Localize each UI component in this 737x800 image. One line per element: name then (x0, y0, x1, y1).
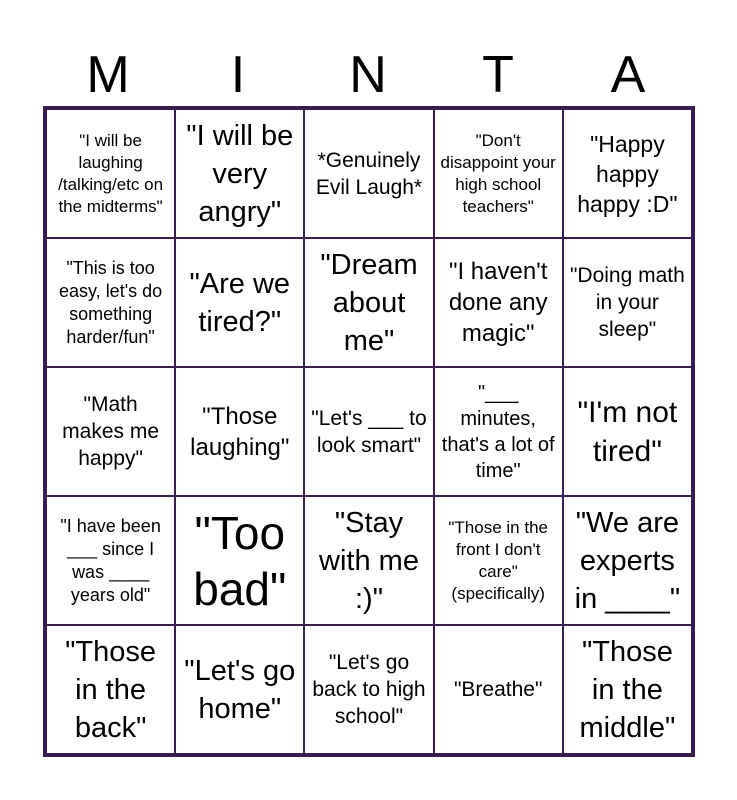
cell-text: "Those in the middle" (579, 635, 676, 744)
cell-text: "I'm not tired" (577, 395, 678, 468)
cell-text: "Happy happy happy :D" (577, 130, 678, 217)
cell-text: "Stay with me :)" (319, 506, 419, 615)
cell-text: "Let's ___ to look smart" (311, 406, 427, 457)
header-letter-n: N (349, 46, 387, 104)
cell-text: "Don't disappoint your high school teachers" (440, 130, 556, 216)
bingo-cell-r2-c5[interactable] (563, 238, 692, 367)
bingo-cell-r1-c4[interactable] (434, 109, 563, 238)
bingo-cell-r2-c4[interactable] (434, 238, 563, 367)
bingo-cell-r5-c5[interactable] (563, 625, 692, 754)
bingo-cell-r4-c3[interactable] (304, 496, 433, 625)
bingo-cell-r3-c1[interactable] (46, 367, 175, 496)
bingo-cell-r5-c4[interactable] (434, 625, 563, 754)
cell-text: "I will be laughing /talking/etc on the midterms" (58, 130, 164, 216)
cell-text: "Those in the front I don't care" (specifically) (448, 517, 548, 603)
bingo-cell-r1-c2[interactable] (175, 109, 304, 238)
cell-text: "I haven't done any magic" (448, 258, 548, 347)
header-letter-a: A (610, 46, 646, 104)
cell-text: "Those in the back" (65, 635, 157, 744)
cell-text: *Genuinely Evil Laugh* (315, 148, 423, 199)
bingo-cell-r4-c1[interactable] (46, 496, 175, 625)
bingo-cell-r3-c2[interactable] (175, 367, 304, 496)
bingo-cell-r1-c3[interactable] (304, 109, 433, 238)
cell-text: "Let's go back to high school" (312, 651, 426, 728)
bingo-cell-r5-c2[interactable] (175, 625, 304, 754)
bingo-cell-r5-c3[interactable] (304, 625, 433, 754)
bingo-header (43, 44, 693, 106)
bingo-cell-r1-c5[interactable] (563, 109, 692, 238)
cell-text: "Those laughing" (190, 402, 290, 461)
bingo-cell-r3-c5[interactable] (563, 367, 692, 496)
cell-text: "I have been ___ since I was ____ years old" (60, 515, 161, 605)
bingo-cell-r4-c2[interactable] (175, 496, 304, 625)
cell-text: "Doing math in your sleep" (569, 264, 685, 341)
bingo-cell-r2-c3[interactable] (304, 238, 433, 367)
header-letter-t: T (482, 46, 514, 104)
cell-text: "___ minutes, that's a lot of time" (441, 381, 555, 482)
cell-text: "Math makes me happy" (62, 393, 160, 470)
bingo-cell-r3-c3[interactable] (304, 367, 433, 496)
cell-text: "Too bad" (193, 506, 287, 615)
cell-text: "I will be very angry" (186, 119, 294, 228)
bingo-cell-r1-c1[interactable] (46, 109, 175, 238)
bingo-cell-r5-c1[interactable] (46, 625, 175, 754)
bingo-cell-r4-c5[interactable] (563, 496, 692, 625)
header-letter-i: I (230, 46, 246, 104)
cell-text: "Are we tired?" (189, 267, 291, 338)
bingo-cell-r4-c4[interactable] (434, 496, 563, 625)
cell-text: "Let's go home" (184, 654, 296, 725)
cell-text: "This is too easy, let's do something harder/fun" (59, 257, 163, 347)
bingo-board (43, 106, 695, 757)
bingo-cell-r2-c2[interactable] (175, 238, 304, 367)
header-letter-m: M (86, 46, 130, 104)
cell-text: "We are experts in ____" (574, 506, 681, 615)
bingo-cell-r3-c4[interactable] (434, 367, 563, 496)
cell-text: "Dream about me" (320, 248, 418, 357)
bingo-cell-r2-c1[interactable] (46, 238, 175, 367)
cell-text: "Breathe" (453, 678, 543, 701)
